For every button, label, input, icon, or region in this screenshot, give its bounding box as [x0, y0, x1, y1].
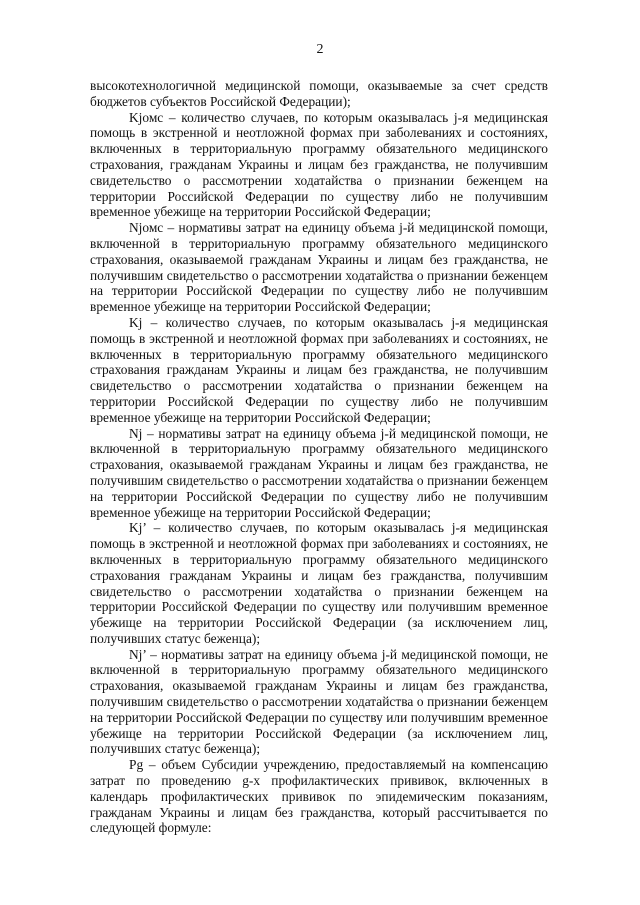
paragraph-kj: Kj – количество случаев, по которым оказывалась j-я медицинская помощь в экстренной и неотложной формах при заболеваниях и состояниях, не включенных в территориальную программу обязательного медицинского страхования гражданам Украины и лицам без гражданства, не получившим свидетельство о рассмотрении ходатайства о признании беженцем на территории Российской Федерации по существу либо не получившим временное убежище на территории Российской Федерации; [90, 314, 548, 425]
paragraph-kj-prime: Kj’ – количество случаев, по которым оказывалась j-я медицинская помощь в экстренной и неотложной формах при заболеваниях и состояниях, не включенных в территориальную программу обязательного медицинского страхования гражданам Украины и лицам без гражданства, получившим свидетельство о рассмотрении ходатайства о признании беженцем на территории Российской Федерации по существу или получившим временное убежище на территории Российской Федерации (за исключением лиц, получивших статус беженца); [90, 520, 548, 646]
paragraph-nj-oms: Njомс – нормативы затрат на единицу объема j-й медицинской помощи, включенной в территориальную программу обязательного медицинского страхования, оказываемой гражданам Украины и лицам без гражданства, не получившим свидетельство о рассмотрении ходатайства о признании беженцем на территории Российской Федерации по существу либо не получившим временное убежище на территории Российской Федерации; [90, 220, 548, 315]
paragraph-nj-prime: Nj’ – нормативы затрат на единицу объема j-й медицинской помощи, не включенной в территориальную программу обязательного медицинского страхования, оказываемой гражданам Украины и лицам без гражданства, получившим свидетельство о рассмотрении ходатайства о признании беженцем на территории Российской Федерации по существу или получившим временное убежище на территории Российской Федерации (за исключением лиц, получивших статус беженца); [90, 646, 548, 757]
paragraph-nj: Nj – нормативы затрат на единицу объема j-й медицинской помощи, не включенной в территориальную программу обязательного медицинского страхования, оказываемой гражданам Украины и лицам без гражданства, не получившим свидетельство о рассмотрении ходатайства о признании беженцем на территории Российской Федерации по существу либо не получившим временное убежище на территории Российской Федерации; [90, 425, 548, 520]
page-number: 2 [316, 42, 324, 57]
paragraph-kj-oms: Kjомс – количество случаев, по которым оказывалась j-я медицинская помощь в экстренной и неотложной формах при заболеваниях и состояниях, включенных в территориальную программу обязательного медицинского страхования, гражданам Украины и лицам без гражданства, не получившим свидетельство о рассмотрении ходатайства о признании беженцем на территории Российской Федерации по существу либо не получившим временное убежище на территории Российской Федерации; [90, 109, 548, 220]
paragraph-continuation: высокотехнологичной медицинской помощи, оказываемые за счет средств бюджетов субъектов Российской Федерации); [90, 78, 548, 109]
paragraph-pg: Pg – объем Субсидии учреждению, предоставляемый на компенсацию затрат по проведению g-х профилактических прививок, включенных в календарь профилактических прививок по эпидемическим показаниям, гражданам Украины и лицам без гражданства, который рассчитывается по следующей формуле: [90, 757, 548, 836]
document-body [90, 78, 548, 836]
